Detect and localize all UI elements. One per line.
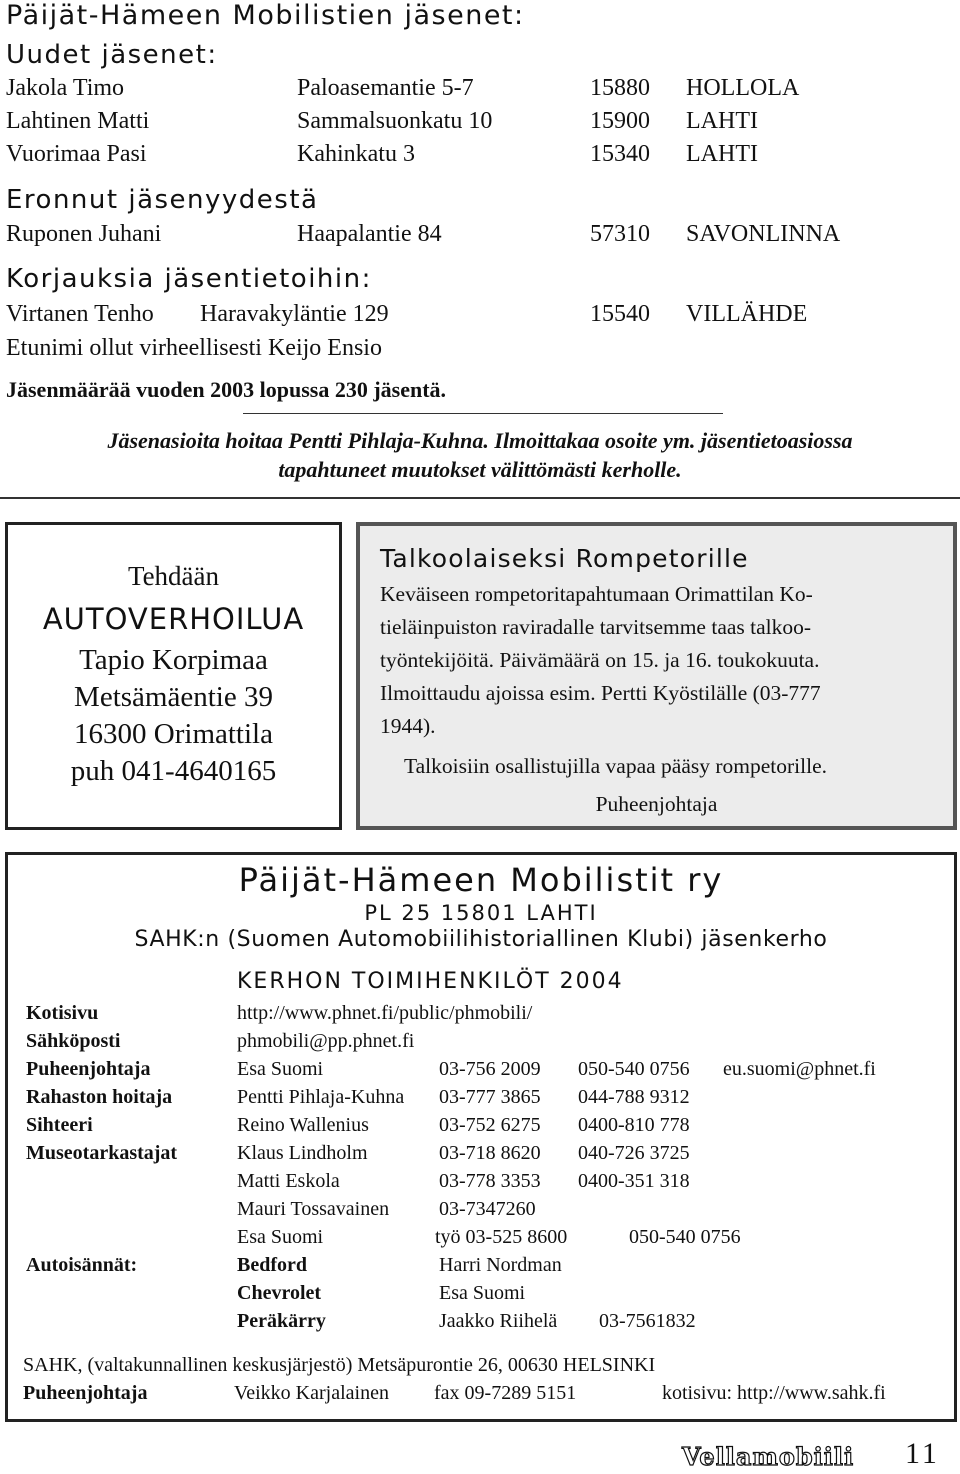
member-street: Haravakyläntie 129	[200, 301, 389, 327]
notice-line-2: tapahtuneet muutokset välittömästi kerholle.	[278, 457, 682, 482]
staff-name: Mauri Tossavainen	[237, 1198, 390, 1220]
sahk-chair-name: Veikko Karjalainen	[234, 1382, 389, 1404]
divider	[243, 413, 723, 414]
staff-mobile: 0400-810 778	[578, 1114, 690, 1136]
volunteer-notice	[356, 522, 957, 830]
sahk-fax: fax 09-7289 5151	[434, 1382, 577, 1404]
corrections-heading: Korjauksia jäsentietoihin:	[6, 264, 372, 294]
member-name: Lahtinen Matti	[6, 108, 150, 134]
staff-phone: 03-7347260	[439, 1198, 536, 1220]
member-street: Sammalsuonkatu 10	[297, 108, 493, 134]
member-city: HOLLOLA	[686, 75, 800, 101]
notice-line-1: Jäsenasioita hoitaa Pentti Pihlaja-Kuhna. Ilmoittakaa osoite ym. jäsentietoasiossa	[107, 428, 853, 453]
car-make: Chevrolet	[237, 1282, 322, 1304]
member-zip: 15340	[590, 141, 650, 167]
member-name: Vuorimaa Pasi	[6, 141, 147, 167]
member-city: LAHTI	[686, 108, 758, 134]
member-zip: 15880	[590, 75, 650, 101]
staff-mobile: 050-540 0756	[578, 1058, 690, 1080]
staff-role: Sihteeri	[26, 1114, 93, 1136]
ad-line: puh 041-4640165	[70, 755, 277, 787]
staff-mobile: 050-540 0756	[629, 1226, 741, 1248]
volunteer-text: 1944).	[380, 714, 436, 738]
staff-role: Rahaston hoitaja	[26, 1086, 173, 1108]
staff-name: Klaus Lindholm	[237, 1142, 368, 1164]
expert-phone: 03-7561832	[599, 1310, 696, 1332]
new-members-heading: Uudet jäsenet:	[6, 40, 218, 70]
expert-name: Jaakko Riihelä	[439, 1310, 558, 1332]
correction-note: Etunimi ollut virheellisesti Keijo Ensio	[6, 335, 382, 361]
staff-name: Reino Wallenius	[237, 1114, 369, 1136]
volunteer-title: Talkoolaiseksi Rompetorille	[380, 544, 749, 573]
sahk-website[interactable]: kotisivu: http://www.sahk.fi	[662, 1382, 886, 1404]
staff-role: Sähköposti	[26, 1030, 121, 1052]
volunteer-signature: Puheenjohtaja	[595, 792, 718, 816]
member-city: SAVONLINNA	[686, 221, 841, 247]
volunteer-text: Keväiseen rompetoritapahtumaan Orimattilan Ko-	[380, 582, 813, 606]
ad-line: 16300 Orimattila	[74, 718, 273, 750]
expert-name: Esa Suomi	[439, 1282, 526, 1304]
member-city: LAHTI	[686, 141, 758, 167]
page-number: 11	[905, 1437, 940, 1470]
volunteer-text: työntekijöitä. Päivämäärä on 15. ja 16. toukokuuta.	[380, 648, 820, 672]
member-name: Ruponen Juhani	[6, 221, 162, 247]
staff-role: Museotarkastajat	[26, 1142, 178, 1164]
club-info	[5, 852, 957, 1422]
website-link[interactable]: http://www.phnet.fi/public/phmobili/	[237, 1002, 533, 1024]
expert-name: Harri Nordman	[439, 1254, 562, 1276]
upholstery-ad	[5, 522, 342, 830]
magazine-name: Vellamobiili	[682, 1442, 855, 1471]
member-zip: 57310	[590, 221, 650, 247]
staff-phone: 03-752 6275	[439, 1114, 541, 1136]
member-zip: 15900	[590, 108, 650, 134]
email-link[interactable]: phmobili@pp.phnet.fi	[237, 1030, 415, 1052]
staff-name: Esa Suomi	[237, 1058, 324, 1080]
member-name: Virtanen Tenho	[6, 301, 154, 327]
sahk-address: SAHK, (valtakunnallinen keskusjärjestö) Metsäpurontie 26, 00630 HELSINKI	[23, 1354, 656, 1376]
staff-name: Pentti Pihlaja-Kuhna	[237, 1086, 405, 1108]
volunteer-text: Talkoisiin osallistujilla vapaa pääsy rompetorille.	[404, 754, 828, 778]
staff-phone: 03-778 3353	[439, 1170, 541, 1192]
staff-name: Matti Eskola	[237, 1170, 340, 1192]
experts-label: Autoisännät:	[26, 1254, 138, 1276]
volunteer-text: tieläinpuiston raviradalle tarvitsemme taas talkoo-	[380, 615, 812, 639]
staff-phone: 03-718 8620	[439, 1142, 541, 1164]
staff-mobile: 044-788 9312	[578, 1086, 690, 1108]
club-name: Päijät-Hämeen Mobilistit ry	[238, 861, 724, 899]
member-street: Paloasemantie 5-7	[297, 75, 474, 101]
staff-name: Esa Suomi	[237, 1226, 324, 1248]
volunteer-text: Ilmoittaudu ajoissa esim. Pertti Kyöstilälle (03-777	[380, 681, 821, 705]
staff-phone: 03-777 3865	[439, 1086, 541, 1108]
resigned-heading: Eronnut jäsenyydestä	[6, 185, 319, 215]
club-address: PL 25 15801 LAHTI	[364, 901, 598, 925]
club-affiliation: SAHK:n (Suomen Automobiilihistoriallinen Klubi) jäsenkerho	[134, 927, 828, 952]
members-title: Päijät-Hämeen Mobilistien jäsenet:	[6, 0, 525, 31]
staff-role: Kotisivu	[26, 1002, 99, 1024]
car-make: Bedford	[237, 1254, 307, 1276]
staff-phone: työ 03-525 8600	[435, 1226, 568, 1248]
staff-mobile: 040-726 3725	[578, 1142, 690, 1164]
member-name: Jakola Timo	[6, 75, 125, 101]
staff-mobile: 0400-351 318	[578, 1170, 690, 1192]
ad-line: Metsämäentie 39	[74, 681, 273, 713]
member-street: Haapalantie 84	[297, 221, 442, 247]
member-city: VILLÄHDE	[686, 301, 808, 327]
staff-email[interactable]: eu.suomi@phnet.fi	[723, 1058, 876, 1080]
staff-heading: KERHON TOIMIHENKILÖT 2004	[237, 969, 624, 994]
member-zip: 15540	[590, 301, 650, 327]
ad-line: Tapio Korpimaa	[79, 644, 268, 676]
staff-role: Puheenjohtaja	[26, 1058, 151, 1080]
sahk-chair-label: Puheenjohtaja	[23, 1382, 148, 1404]
ad-headline: AUTOVERHOILUA	[42, 602, 305, 636]
divider	[0, 497, 960, 499]
member-street: Kahinkatu 3	[297, 141, 415, 167]
staff-phone: 03-756 2009	[439, 1058, 541, 1080]
car-make: Peräkärry	[237, 1310, 326, 1332]
member-count: Jäsenmäärää vuoden 2003 lopussa 230 jäsentä.	[6, 377, 447, 402]
ad-line: Tehdään	[127, 561, 220, 591]
